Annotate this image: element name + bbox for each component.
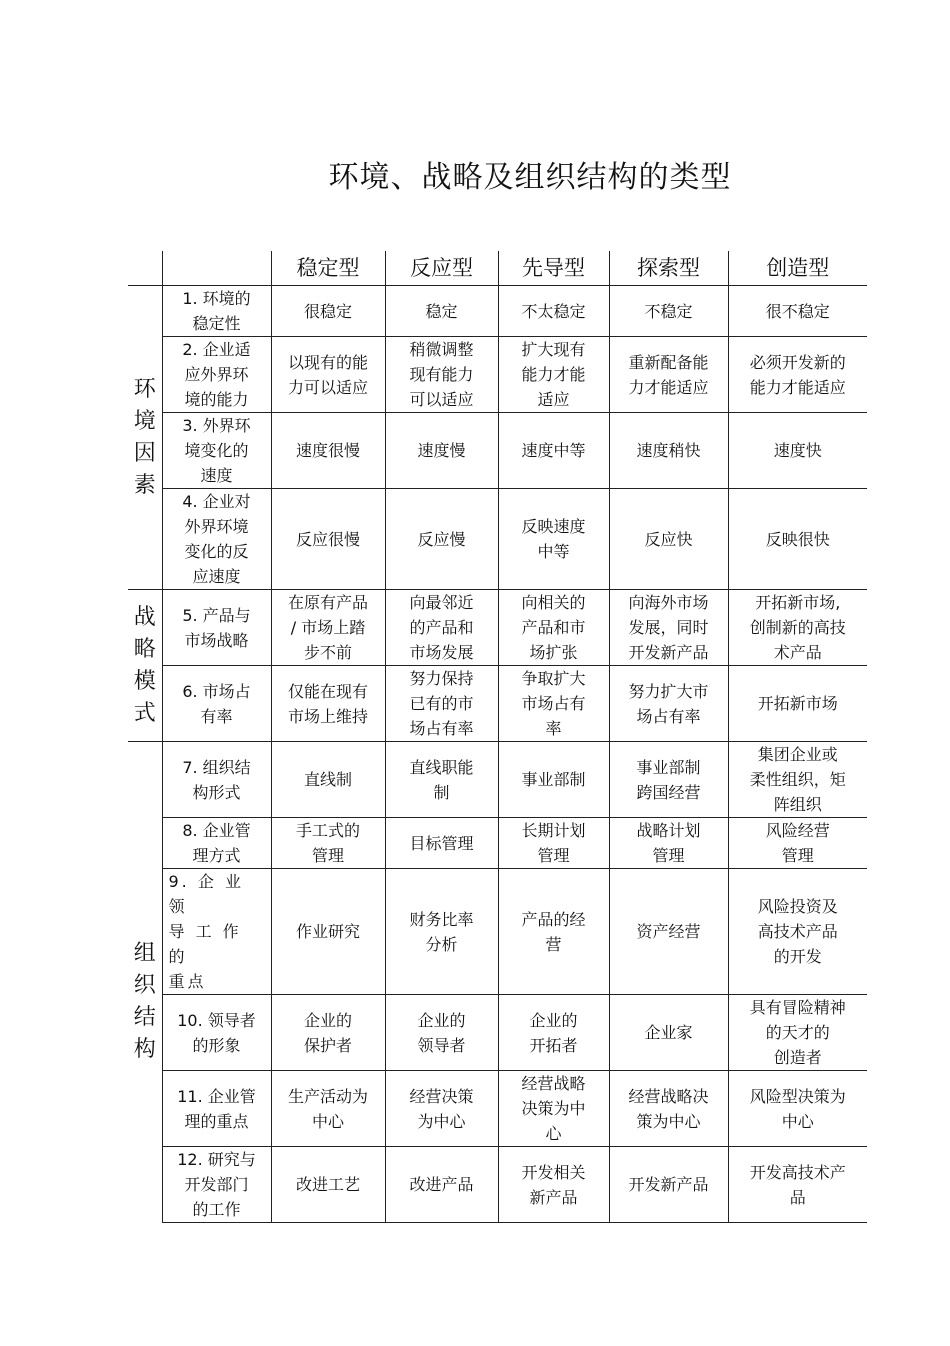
cell-line: 扩大现有 [521, 340, 586, 359]
value-cell [271, 1071, 385, 1147]
header-reactive: 反应型 [385, 251, 498, 286]
cell-line: 的形象 [192, 1035, 241, 1055]
value-cell [498, 489, 609, 590]
cell-line: 反应慢 [417, 529, 466, 549]
value-cell [609, 666, 728, 742]
cell-line: 中心 [781, 1111, 814, 1131]
value-cell [385, 489, 498, 590]
cell-line: 力可以适应 [287, 377, 368, 397]
value-cell [385, 1147, 498, 1223]
cell-line: 有率 [200, 706, 233, 726]
cell-line: 领导者 [417, 1035, 466, 1055]
cell-line: 应速度 [192, 567, 241, 586]
cell-line: 创造者 [773, 1048, 822, 1067]
cell-line: 2. 企业适 [182, 340, 251, 359]
cell-line: 市场发展 [409, 643, 474, 662]
cell-line: 9. 企 业 领 [168, 872, 244, 916]
cell-line: 企业的 [529, 1010, 578, 1030]
value-cell [609, 413, 728, 489]
group-label-char: 因 [133, 440, 156, 466]
value-cell [498, 818, 609, 869]
value-cell [728, 489, 867, 590]
cell-line: 开发部门 [184, 1175, 249, 1194]
value-cell [271, 590, 385, 666]
cell-line: 直线职能 [409, 757, 474, 777]
factor-cell [162, 742, 271, 818]
cell-line: 营 [545, 934, 562, 954]
cell-line: 为中心 [417, 1111, 466, 1131]
cell-line: 品 [789, 1187, 806, 1207]
cell-line: 努力扩大市 [628, 681, 709, 701]
cell-line: 的产品和 [409, 618, 474, 637]
cell-line: 速度快 [773, 441, 822, 460]
table-row [128, 818, 867, 869]
cell-line: 管理 [311, 846, 344, 865]
table-row [128, 413, 867, 489]
value-cell [728, 869, 867, 995]
value-cell [498, 869, 609, 995]
cell-line: 变化的反 [184, 542, 249, 561]
cell-line: / 市场上踏 [290, 618, 366, 637]
cell-line: 风险投资及 [757, 897, 838, 916]
factor-cell [162, 995, 271, 1071]
value-cell [728, 666, 867, 742]
group-label [128, 286, 162, 590]
value-cell [609, 995, 728, 1071]
table-row [128, 489, 867, 590]
cell-line: 开拓新市场 [757, 694, 838, 713]
cell-line: 稳定 [425, 301, 458, 321]
cell-line: 应外界环 [184, 365, 249, 384]
cell-line: 适应 [537, 390, 570, 409]
group-label-char: 素 [133, 472, 156, 498]
cell-line: 反映速度 [521, 517, 586, 536]
value-cell [498, 413, 609, 489]
cell-line: 开发新产品 [628, 643, 709, 662]
cell-line: 手工式的 [295, 821, 360, 840]
value-cell [385, 590, 498, 666]
value-cell [498, 1147, 609, 1223]
cell-line: 阵组织 [773, 795, 822, 814]
cell-line: 企业的 [417, 1010, 466, 1030]
table-row [128, 869, 867, 995]
header-empty-cell [128, 251, 162, 286]
cell-line: 速度 [200, 466, 233, 485]
header-explorer: 探索型 [609, 251, 728, 286]
value-cell [271, 489, 385, 590]
cell-line: 5. 产品与 [182, 605, 251, 625]
cell-line: 6. 市场占 [182, 681, 251, 701]
value-cell [498, 742, 609, 818]
cell-line: 市场战略 [184, 630, 249, 650]
factor-cell [162, 1071, 271, 1147]
cell-line: 力才能适应 [628, 377, 709, 397]
cell-line: 管理 [781, 846, 814, 865]
cell-line: 分析 [425, 934, 458, 954]
value-cell [609, 489, 728, 590]
header-empty-cell [162, 251, 271, 286]
cell-line: 战略计划 [636, 821, 701, 840]
cell-line: 12. 研究与 [177, 1150, 256, 1169]
cell-line: 策为中心 [636, 1111, 701, 1131]
value-cell [728, 1071, 867, 1147]
value-cell [728, 995, 867, 1071]
cell-line: 财务比率 [409, 909, 474, 929]
value-cell [498, 286, 609, 337]
cell-line: 事业部制 [521, 770, 586, 789]
value-cell [271, 666, 385, 742]
cell-line: 步不前 [303, 643, 352, 662]
cell-line: 很稳定 [303, 301, 352, 321]
cell-line: 经营战略 [521, 1074, 586, 1093]
cell-line: 3. 外界环 [182, 416, 251, 435]
cell-line: 仅能在现有 [287, 681, 368, 701]
cell-line: 场扩张 [529, 643, 578, 662]
value-cell [609, 742, 728, 818]
cell-line: 稍微调整 [409, 340, 474, 359]
cell-line: 管理 [652, 846, 685, 865]
cell-line: 术产品 [773, 643, 822, 662]
cell-line: 11. 企业管 [177, 1086, 256, 1106]
cell-line: 重点 [168, 972, 207, 991]
header-creator: 创造型 [728, 251, 867, 286]
factor-cell [162, 337, 271, 413]
value-cell [385, 337, 498, 413]
cell-line: 产品和市 [521, 618, 586, 637]
group-label [128, 742, 162, 1223]
cell-line: 在原有产品 [287, 593, 368, 612]
cell-line: 外界环境 [184, 517, 249, 536]
value-cell [271, 1147, 385, 1223]
cell-line: 场占有率 [409, 719, 474, 738]
table-row [128, 666, 867, 742]
cell-line: 资产经营 [636, 922, 701, 941]
value-cell [385, 666, 498, 742]
table-row [128, 742, 867, 818]
value-cell [609, 1071, 728, 1147]
cell-line: 7. 组织结 [182, 757, 251, 777]
factor-cell [162, 590, 271, 666]
group-label [128, 590, 162, 742]
cell-line: 不稳定 [644, 301, 693, 321]
cell-line: 心 [545, 1124, 562, 1143]
value-cell [271, 337, 385, 413]
cell-line: 风险经营 [765, 821, 830, 840]
value-cell [498, 590, 609, 666]
cell-line: 开发相关 [521, 1162, 586, 1182]
value-cell [498, 1071, 609, 1147]
value-cell [728, 818, 867, 869]
table-row [128, 286, 867, 337]
cell-line: 的天才的 [765, 1023, 830, 1042]
factor-cell [162, 286, 271, 337]
value-cell [385, 818, 498, 869]
value-cell [385, 413, 498, 489]
cell-line: 可以适应 [409, 390, 474, 409]
cell-line: 理方式 [192, 846, 241, 865]
cell-line: 向相关的 [521, 593, 586, 612]
cell-line: 目标管理 [409, 833, 474, 853]
value-cell [498, 995, 609, 1071]
value-cell [271, 869, 385, 995]
group-label-char: 结 [133, 1005, 156, 1031]
cell-line: 反映很快 [765, 529, 830, 549]
group-label-char: 组 [133, 941, 156, 967]
cell-line: 速度慢 [417, 441, 466, 460]
cell-line: 集团企业或 [757, 745, 838, 764]
value-cell [385, 1071, 498, 1147]
cell-line: 产品的经 [521, 909, 586, 929]
cell-line: 很不稳定 [765, 301, 830, 321]
cell-line: 速度中等 [521, 441, 586, 460]
cell-line: 经营决策 [409, 1086, 474, 1106]
value-cell [385, 286, 498, 337]
cell-line: 开发高技术产 [749, 1162, 846, 1182]
cell-line: 风险型决策为 [749, 1086, 846, 1106]
group-label-char: 战 [133, 604, 156, 630]
cell-line: 10. 领导者 [177, 1010, 256, 1030]
group-label-char: 式 [133, 700, 156, 726]
cell-line: 保护者 [303, 1035, 352, 1055]
cell-line: 新产品 [529, 1187, 578, 1207]
value-cell [385, 869, 498, 995]
cell-line: 向海外市场 [628, 593, 709, 612]
value-cell [728, 337, 867, 413]
cell-line: 8. 企业管 [182, 821, 251, 840]
group-label-char: 略 [133, 636, 156, 662]
cell-line: 管理 [537, 846, 570, 865]
value-cell [609, 286, 728, 337]
group-label-char: 环 [133, 376, 156, 402]
table-row [128, 995, 867, 1071]
cell-line: 速度很慢 [295, 441, 360, 460]
cell-line: 导 工 作 的 [168, 922, 242, 966]
cell-line: 直线制 [303, 770, 352, 789]
value-cell [609, 1147, 728, 1223]
value-cell [728, 742, 867, 818]
value-cell [271, 995, 385, 1071]
cell-line: 必须开发新的 [749, 352, 846, 372]
cell-line: 市场上维持 [287, 706, 368, 726]
cell-line: 的工作 [192, 1200, 241, 1219]
table-row [128, 1071, 867, 1147]
value-cell [271, 413, 385, 489]
header-row [128, 251, 867, 286]
page-title: 环境、战略及组织结构的类型 [328, 160, 732, 195]
value-cell [609, 337, 728, 413]
cell-line: 能力才能 [521, 365, 586, 384]
cell-line: 能力才能适应 [749, 377, 846, 397]
cell-line: 决策为中 [521, 1099, 586, 1118]
cell-line: 1. 环境的 [182, 289, 251, 308]
value-cell [271, 742, 385, 818]
cell-line: 速度稍快 [636, 441, 701, 460]
value-cell [728, 286, 867, 337]
table-row [128, 337, 867, 413]
cell-line: 具有冒险精神 [749, 998, 846, 1017]
strategy-types-table [128, 251, 867, 1223]
cell-line: 以现有的能 [287, 352, 368, 372]
cell-line: 中心 [311, 1111, 344, 1131]
cell-line: 现有能力 [409, 365, 474, 384]
cell-line: 开拓新市场, [755, 593, 841, 612]
cell-line: 构形式 [192, 782, 241, 802]
value-cell [271, 286, 385, 337]
cell-line: 发展，同时 [628, 618, 709, 637]
cell-line: 理的重点 [184, 1111, 249, 1131]
cell-line: 高技术产品 [757, 922, 838, 941]
value-cell [609, 818, 728, 869]
cell-line: 改进工艺 [295, 1175, 360, 1194]
cell-line: 率 [545, 719, 562, 738]
value-cell [498, 666, 609, 742]
cell-line: 不太稳定 [521, 301, 586, 321]
cell-line: 经营战略决 [628, 1086, 709, 1106]
factor-cell [162, 869, 271, 995]
group-label-char: 构 [133, 1037, 156, 1063]
cell-line: 改进产品 [409, 1175, 474, 1194]
value-cell [728, 413, 867, 489]
cell-line: 开发新产品 [628, 1175, 709, 1194]
cell-line: 柔性组织，矩 [749, 770, 846, 789]
factor-cell [162, 666, 271, 742]
cell-line: 境变化的 [184, 441, 249, 460]
value-cell [609, 590, 728, 666]
cell-line: 反应很慢 [295, 529, 360, 549]
cell-line: 制 [433, 782, 450, 802]
cell-line: 努力保持 [409, 669, 474, 688]
cell-line: 已有的市 [409, 694, 474, 713]
cell-line: 开拓者 [529, 1035, 578, 1055]
cell-line: 企业家 [644, 1023, 693, 1042]
value-cell [609, 869, 728, 995]
cell-line: 跨国经营 [636, 782, 701, 802]
value-cell [728, 1147, 867, 1223]
factor-cell [162, 489, 271, 590]
value-cell [728, 590, 867, 666]
group-label-char: 境 [133, 408, 156, 434]
factor-cell [162, 1147, 271, 1223]
cell-line: 向最邻近 [409, 593, 474, 612]
value-cell [271, 818, 385, 869]
value-cell [385, 995, 498, 1071]
table-row [128, 1147, 867, 1223]
cell-line: 稳定性 [192, 314, 241, 333]
header-pioneer: 先导型 [498, 251, 609, 286]
cell-line: 创制新的高技 [749, 618, 846, 637]
group-label-char: 织 [133, 973, 156, 999]
cell-line: 生产活动为 [287, 1086, 368, 1106]
cell-line: 中等 [537, 542, 570, 561]
cell-line: 市场占有 [521, 694, 586, 713]
cell-line: 的开发 [773, 947, 822, 966]
cell-line: 场占有率 [636, 706, 701, 726]
cell-line: 重新配备能 [628, 352, 709, 372]
cell-line: 争取扩大 [521, 669, 586, 688]
table-row [128, 590, 867, 666]
cell-line: 长期计划 [521, 821, 586, 840]
cell-line: 企业的 [303, 1010, 352, 1030]
cell-line: 境的能力 [184, 390, 249, 409]
factor-cell [162, 818, 271, 869]
value-cell [385, 742, 498, 818]
factor-cell [162, 413, 271, 489]
value-cell [498, 337, 609, 413]
cell-line: 作业研究 [295, 922, 360, 941]
header-stable: 稳定型 [271, 251, 385, 286]
cell-line: 事业部制 [636, 757, 701, 777]
cell-line: 反应快 [644, 529, 693, 549]
cell-line: 4. 企业对 [182, 492, 251, 511]
group-label-char: 模 [133, 668, 156, 694]
